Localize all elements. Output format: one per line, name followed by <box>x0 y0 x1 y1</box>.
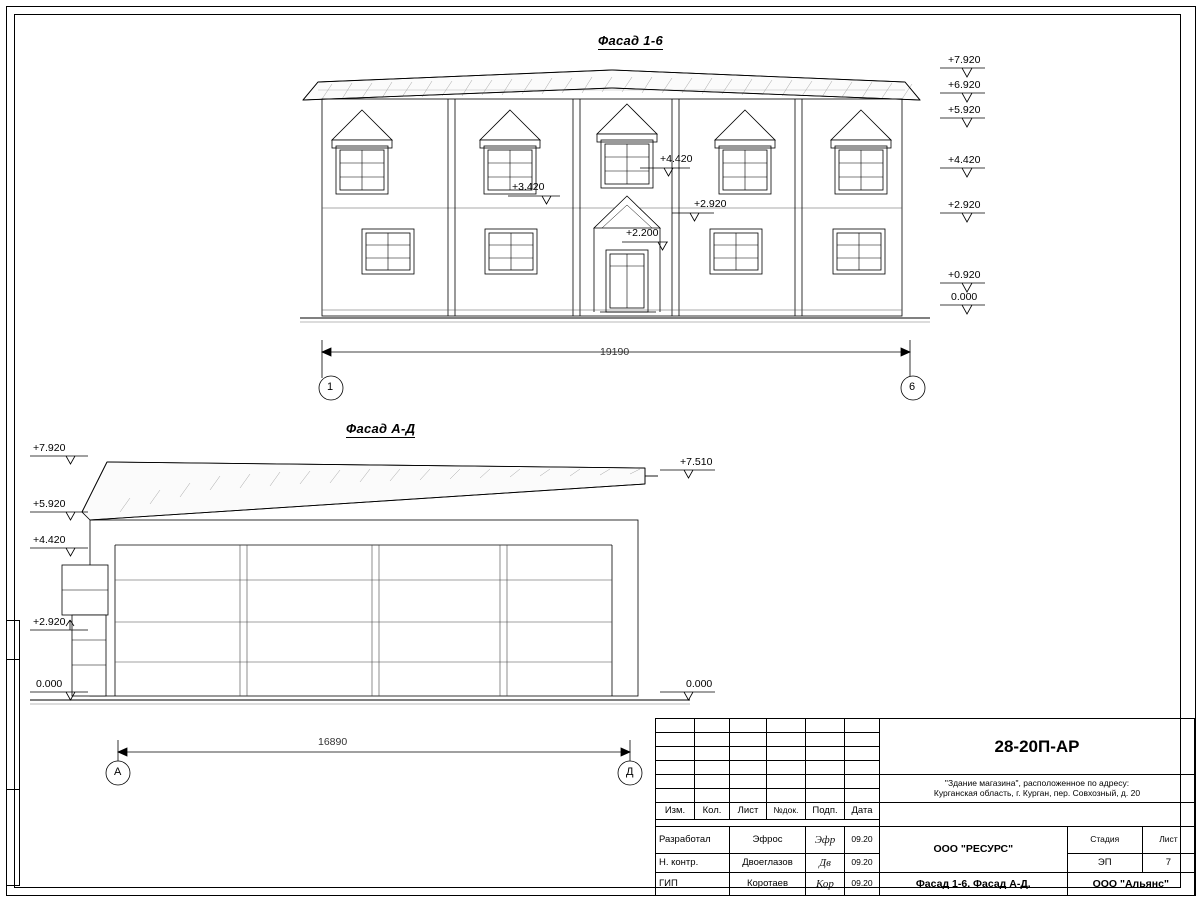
level-mark: +7.920 <box>948 54 981 66</box>
revision-cell <box>656 761 695 775</box>
revision-cell <box>767 747 806 761</box>
object-line-2: Курганская область, г. Курган, пер. Совхозный, д. 20 <box>933 787 1141 798</box>
revision-cell <box>806 733 845 747</box>
sheet-label: Лист <box>1142 827 1194 854</box>
revision-cell <box>656 775 695 789</box>
project-code: 28-20П-АР <box>880 719 1195 775</box>
revision-cell <box>656 789 695 803</box>
date-normcontrol: 09.20 <box>845 854 880 873</box>
revision-cell <box>767 761 806 775</box>
revision-cell <box>656 733 695 747</box>
level-mark: +5.920 <box>948 104 981 116</box>
level-mark: +0.920 <box>948 269 981 281</box>
object-line-1: "Здание магазина", расположенное по адресу: <box>944 777 1130 788</box>
name-normcontrol: Двоеглазов <box>730 854 806 873</box>
revision-cell <box>730 733 767 747</box>
revision-cell <box>806 775 845 789</box>
revision-cell <box>767 775 806 789</box>
name-gip: Коротаев <box>730 873 806 896</box>
axis-marker: Д <box>626 766 634 778</box>
signature-normcontrol: Дв <box>806 854 845 873</box>
object-description <box>880 775 1195 803</box>
axis-marker: 1 <box>327 381 334 393</box>
signature-developer: Эфр <box>806 827 845 854</box>
level-mark: +3.420 <box>512 181 545 193</box>
revision-cell <box>806 719 845 733</box>
revision-cell <box>767 733 806 747</box>
sheet-number: 7 <box>1142 854 1194 873</box>
revision-cell <box>845 719 880 733</box>
column-header-ndok: №док. <box>767 803 806 820</box>
designer-organization: ООО "РЕСУРС" <box>880 827 1068 873</box>
level-mark: +2.920 <box>33 616 66 628</box>
revision-cell <box>730 719 767 733</box>
revision-cell <box>845 775 880 789</box>
level-mark: 0.000 <box>36 678 63 690</box>
separator-row <box>656 820 880 827</box>
revision-cell <box>845 761 880 775</box>
column-header-kol: Кол. <box>695 803 730 820</box>
title-elevation-1-6: Фасад 1-6 <box>598 33 663 48</box>
revision-cell <box>730 747 767 761</box>
revision-cell <box>767 789 806 803</box>
level-mark: 0.000 <box>686 678 713 690</box>
revision-cell <box>656 719 695 733</box>
level-mark: +4.420 <box>33 534 66 546</box>
level-mark: +7.920 <box>33 442 66 454</box>
dimension-label: 19190 <box>600 346 630 358</box>
level-mark: +2.920 <box>694 198 727 210</box>
date-gip: 09.20 <box>845 873 880 896</box>
revision-cell <box>730 775 767 789</box>
column-header-list: Лист <box>730 803 767 820</box>
level-mark: +2.920 <box>948 199 981 211</box>
revision-cell <box>695 719 730 733</box>
stage-value: ЭП <box>1067 854 1142 873</box>
revision-cell <box>767 719 806 733</box>
column-header-podp: Подп. <box>806 803 845 820</box>
level-mark: +4.420 <box>948 154 981 166</box>
role-normcontrol: Н. контр. <box>656 854 730 873</box>
level-mark: +6.920 <box>948 79 981 91</box>
revision-cell <box>695 775 730 789</box>
column-header-izm: Изм. <box>656 803 695 820</box>
revision-cell <box>730 761 767 775</box>
client-organization: ООО "Альянс" <box>1067 873 1194 896</box>
revision-cell <box>845 789 880 803</box>
revision-cell <box>806 789 845 803</box>
column-header-data: Дата <box>845 803 880 820</box>
name-developer: Эфрос <box>730 827 806 854</box>
revision-cell <box>845 747 880 761</box>
stage-label: Стадия <box>1067 827 1142 854</box>
level-mark: +7.510 <box>680 456 713 468</box>
level-mark: 0.000 <box>951 291 978 303</box>
role-developer: Разработал <box>656 827 730 854</box>
sheet-title: Фасад 1-6. Фасад А-Д. <box>880 873 1068 896</box>
revision-cell <box>806 761 845 775</box>
revision-cell <box>656 747 695 761</box>
revision-cell <box>730 789 767 803</box>
title-elevation-a-d: Фасад А-Д <box>346 421 416 436</box>
revision-cell <box>845 733 880 747</box>
level-mark: +4.420 <box>660 153 693 165</box>
revision-cell <box>695 789 730 803</box>
title-block <box>655 718 1195 890</box>
revision-cell <box>695 733 730 747</box>
dimension-label: 16890 <box>318 736 348 748</box>
revision-cell <box>806 747 845 761</box>
role-gip: ГИП <box>656 873 730 896</box>
level-mark: +5.920 <box>33 498 66 510</box>
signature-gip: Кор <box>806 873 845 896</box>
axis-marker: А <box>114 766 122 778</box>
revision-cell <box>695 747 730 761</box>
object-spacer <box>880 803 1195 827</box>
level-mark: +2.200 <box>626 227 659 239</box>
date-developer: 09.20 <box>845 827 880 854</box>
axis-marker: 6 <box>909 381 916 393</box>
revision-cell <box>695 761 730 775</box>
